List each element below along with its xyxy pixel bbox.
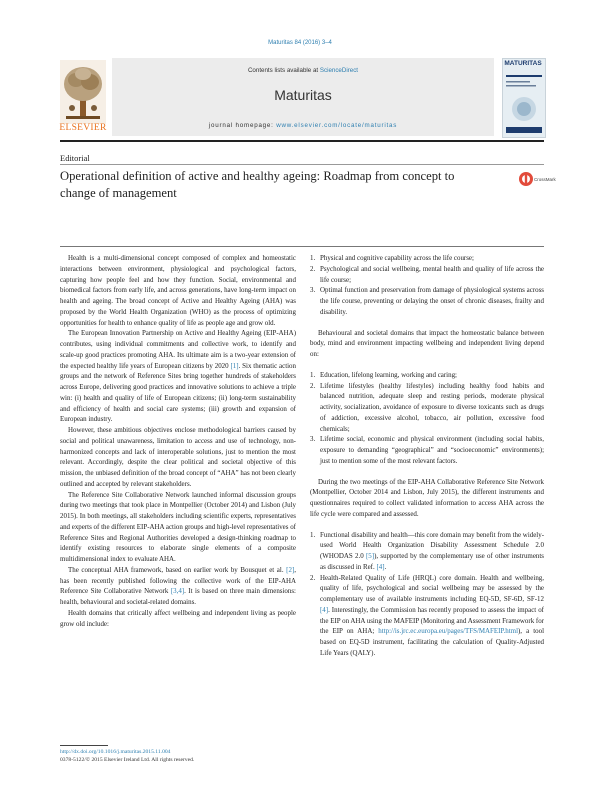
text-run: . <box>384 562 387 571</box>
right-column <box>310 253 544 659</box>
list-number: 2. <box>310 381 316 390</box>
mafeip-url-link[interactable]: http://is.jrc.ec.europa.eu/pages/TFS/MAFEIP.html <box>378 627 518 636</box>
list-number: 2. <box>310 573 316 582</box>
reference-link[interactable]: [4] <box>376 562 385 571</box>
doi-link[interactable]: http://dx.doi.org/10.1016/j.maturitas.2015.11.004 <box>60 749 171 755</box>
paragraph <box>60 565 296 608</box>
text-run: , has been recently published following the collective work of the EIP-AHA Reference Site Collaborative Network <box>60 565 296 596</box>
list-text: Physical and cognitive capability across the life course; <box>320 254 474 262</box>
journal-cover-thumbnail[interactable] <box>502 58 546 138</box>
spacer <box>310 467 544 477</box>
behavioural-domains-list <box>310 370 544 467</box>
journal-title: Maturitas <box>274 87 332 103</box>
elsevier-tree-logo-icon <box>60 60 106 124</box>
list-item <box>310 253 544 264</box>
text-run: Health-Related Quality of Life (HRQL) core domain. Health and wellbeing, quality of life, psychological and social wellbeing may be assessed by the complementary use of available instruments including EQ-5D, SF-6D, SF-12 <box>320 573 544 603</box>
list-item <box>310 285 544 317</box>
text-run: ), a tool based on EQ-5D instrument, facilitating the calculation of Quality-Adjusted Life Years (QALY). <box>320 627 544 657</box>
article-title: Operational definition of active and healthy ageing: Roadmap from concept to change of management <box>60 169 455 200</box>
list-number: 2. <box>310 264 316 273</box>
text-run: . It is based on three main dimensions: health, behavioural and societal-related domains. <box>60 587 296 606</box>
list-number: 1. <box>310 254 316 262</box>
reference-link[interactable]: [5] <box>366 552 375 560</box>
list-text: Lifetime lifestyles (healthy lifestyles) including healthy food habits and balanced nutrition, adequate sleep and resting periods, moderate physical activity, socialization, avoidance of exposure to diverse toxicants such as drugs of addiction, excessive alcohol, tobacco, air pollution, excessive food chemicals; <box>320 381 544 433</box>
text-run: . Interestingly, the Commission has recently proposed to assess the impact of the EIP on AHA using the MAFEIP (Monitoring and Assessment Framework for the EIP on AHA; <box>320 605 544 636</box>
spacer <box>310 360 544 370</box>
footer-divider <box>60 745 108 746</box>
issn-copyright: 0378-5122/© 2015 Elsevier Ireland Ltd. All rights reserved. <box>60 757 195 763</box>
list-text: Psychological and social wellbeing, mental health and quality of life across the life course; <box>320 264 544 284</box>
list-item <box>310 434 544 466</box>
cover-art-icon <box>503 59 545 137</box>
list-item <box>310 381 544 435</box>
article-section: Editorial <box>60 153 90 163</box>
list-number: 3. <box>310 286 316 295</box>
list-number: 1. <box>310 530 316 539</box>
contents-prefix: Contents lists available at <box>247 67 320 74</box>
sciencedirect-link[interactable]: ScienceDirect <box>319 67 359 74</box>
list-number: 1. <box>310 370 316 379</box>
health-domains-list <box>310 253 544 318</box>
section-divider <box>60 164 544 165</box>
journal-citation[interactable]: Maturitas 84 (2016) 3–4 <box>268 40 332 46</box>
journal-homepage <box>112 122 494 129</box>
text-run: Functional disability and health—this core domain may benefit from the widely-used World Health Organization Disability Assessment Schedule 2.0 (WHODAS 2.0 <box>320 530 544 560</box>
list-item <box>310 264 544 286</box>
list-text: Education, lifelong learning, working and caring; <box>320 370 457 379</box>
reference-link[interactable]: [3,4] <box>170 587 185 596</box>
publisher-name: ELSEVIER <box>59 123 107 133</box>
homepage-link[interactable]: www.elsevier.com/locate/maturitas <box>276 122 398 129</box>
instruments-list <box>310 530 544 659</box>
paragraph: Behavioural and societal domains that impact the homeostatic balance between body, mind and environment impacting wellbeing and independent living depend on: <box>310 328 544 358</box>
paragraph <box>60 328 296 425</box>
paragraph: Health is a multi-dimensional concept composed of complex and homeostatic interactions between environment, physiological and psychological factors, capturing how people feel and how they function. Social, environmental and biomedical factors from early life, and across generations, have long-term impact on health and ageing. The broad concept of Active and Healthy Ageing (AHA) was proposed by the World Health Organization (WHO) as the process of optimizing opportunities for health to enhance quality of life as people age and grow old. <box>60 254 296 327</box>
left-column <box>60 253 296 629</box>
spacer <box>310 318 544 328</box>
contents-line <box>112 67 494 74</box>
paragraph: Health domains that critically affect wellbeing and independent living as people grow old include: <box>60 608 296 628</box>
text-run: The conceptual AHA framework, based on earlier work by Bousquet et al. <box>68 565 287 574</box>
reference-link[interactable]: [4] <box>320 605 329 614</box>
paragraph: During the two meetings of the EIP-AHA Collaborative Reference Site Network (Montpellier, October 2014 and Lisbon, July 2015), the different instruments and questionnaires required to collect validated information to access AHA across the life cycle were compared and assessed. <box>310 477 544 518</box>
list-text: Optimal function and preservation from damage of physiological systems across the life course, preventing or delaying the onset of chronic diseases, frailty and disability. <box>320 286 544 316</box>
body-divider <box>60 246 544 247</box>
text-run: The European Innovation Partnership on Active and Healthy Ageing (EIP-AHA) contributes, using individual commitments and collective work, to identify and scale-up good practices promoting AHA. Its ultimate aim is a two-year extension of the expected healthy life years of European citizens by 2020 <box>60 329 296 370</box>
list-item <box>310 573 544 659</box>
reference-link[interactable]: [2] <box>286 565 295 574</box>
list-item <box>310 370 544 381</box>
spacer <box>310 520 544 530</box>
header-divider <box>60 140 544 142</box>
list-item <box>310 530 544 573</box>
text-run: . Six thematic action groups and the network of Reference Sites bring together hundreds of stakeholders across Europe, delivering good practices and innovative solutions to achieve a triple win: (i) health and quality of life of European citizens; (ii) long-term sustainability and efficiency of health and social care systems; (iii) growth and expansion of European industry. <box>60 361 296 424</box>
cover-title: MATURITAS <box>504 60 542 67</box>
homepage-prefix: journal homepage: <box>208 122 277 129</box>
reference-link[interactable]: [1] <box>230 361 239 370</box>
text-run: ), supported by the complementary use of other instruments as discussed in Ref. <box>320 552 544 571</box>
list-text: Lifetime social, economic and physical environment (including social habits, exposure to demanding “geographical” and “socioeconomic” environments); just to mention some of the most relevant factors. <box>320 435 544 465</box>
list-number: 3. <box>310 435 316 444</box>
crossmark-label[interactable]: CrossMark <box>534 177 556 182</box>
paragraph: However, these ambitious objectives enclose methodological barriers caused by social and political unawareness, limitation to access and use of technology, non-harmonized concepts and lack of interoperable solutions, just to mention the most relevant. Accordingly, despite the clear political and societal objective of this mission, the unbiased definition of the broad concept of “AHA” has not been clearly outlined and accepted by relevant stakeholders. <box>60 426 296 488</box>
paragraph: The Reference Site Collaborative Network launched informal discussion groups during two meetings that took place in Montpellier (October 2014) and Lisbon (July 2015). In both meetings, all stakeholders including scientific experts, representatives and experts of the different EIP-AHA action groups and high-level representatives of Reference Sites and Regional Authorities developed a design-thinking roadmap to identify existing resources to elaborate single elements of a composite multidimensional index to evaluate AHA. <box>60 490 296 563</box>
